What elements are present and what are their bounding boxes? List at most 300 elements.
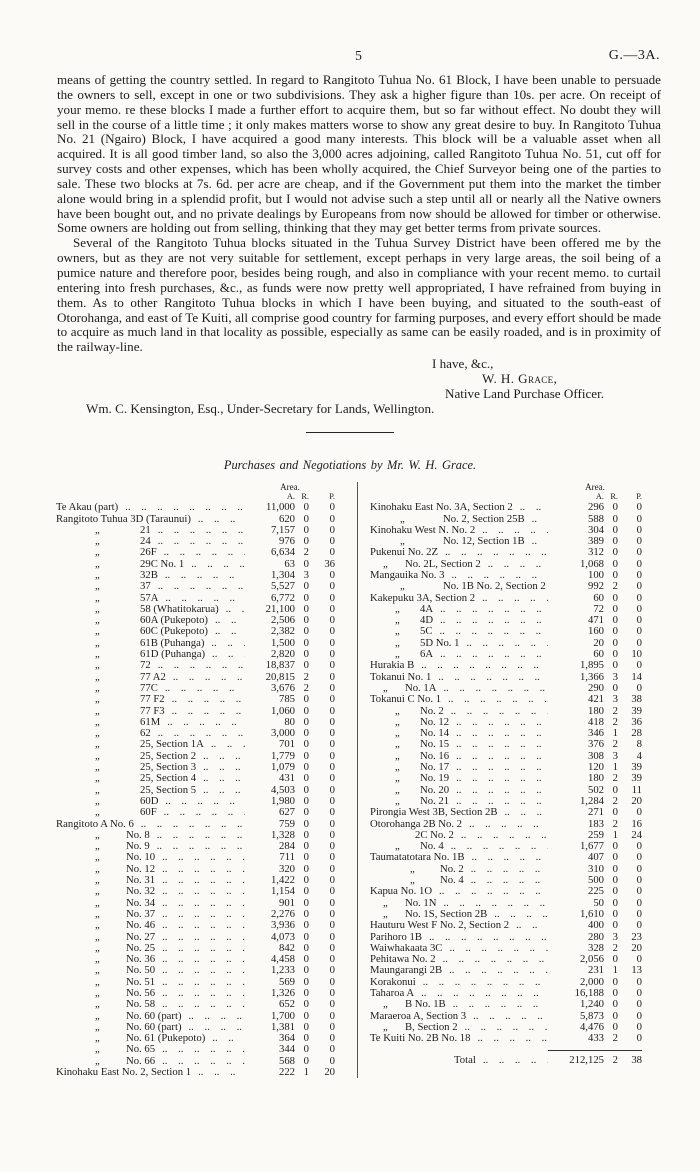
block-name-cell bbox=[370, 819, 548, 830]
table-column-left bbox=[56, 482, 358, 1078]
acres-cell: 992 bbox=[587, 580, 604, 593]
ditto-mark: „ bbox=[95, 1021, 100, 1033]
blank-cell bbox=[56, 492, 245, 502]
block-name: Hurakia B bbox=[370, 660, 415, 672]
roods-cell: 0 bbox=[303, 772, 309, 785]
total-acres: 212,125 bbox=[569, 1054, 604, 1067]
roods-cell: 0 bbox=[303, 591, 309, 604]
block-name: No. 17 bbox=[420, 762, 450, 774]
roods-cell: 0 bbox=[303, 1009, 309, 1022]
perches-cell: 8 bbox=[636, 738, 642, 751]
dot-leader bbox=[436, 954, 548, 965]
dot-leader bbox=[449, 785, 548, 796]
perches-cell: 36 bbox=[324, 557, 335, 570]
perches-cell: 0 bbox=[636, 501, 642, 514]
ditto-mark: „ bbox=[95, 920, 100, 932]
block-name-cell bbox=[56, 626, 245, 637]
dot-leader bbox=[204, 638, 245, 649]
acres-cell: 160 bbox=[587, 625, 604, 638]
roods-cell: 0 bbox=[612, 862, 618, 875]
block-name: No. 14 bbox=[420, 728, 450, 740]
roods-cell: 1 bbox=[612, 761, 618, 774]
acres-cell: 296 bbox=[587, 501, 604, 514]
block-name: 60F bbox=[140, 807, 157, 819]
block-name: 32B bbox=[140, 570, 158, 581]
total-rule-row bbox=[370, 1044, 642, 1051]
table-columns bbox=[56, 482, 660, 1078]
perches-cell: 0 bbox=[636, 874, 642, 887]
roods-cell: 0 bbox=[303, 896, 309, 909]
roods-cell: 0 bbox=[612, 546, 618, 559]
acres-cell: 1,079 bbox=[270, 761, 295, 774]
perches-cell: 0 bbox=[329, 501, 335, 514]
ditto-mark: „ bbox=[95, 728, 100, 740]
roods-cell: 2 bbox=[612, 1032, 618, 1045]
ditto-mark: „ bbox=[95, 716, 100, 728]
perches-cell: 0 bbox=[329, 930, 335, 943]
acres-cell: 1,381 bbox=[270, 1020, 295, 1033]
acres-cell: 6,772 bbox=[270, 591, 295, 604]
roods-cell: 3 bbox=[612, 930, 618, 943]
perches-cell: 0 bbox=[329, 1020, 335, 1033]
perches-cell: 0 bbox=[329, 648, 335, 661]
roods-cell: 0 bbox=[612, 591, 618, 604]
roods-cell: 0 bbox=[612, 1020, 618, 1033]
dot-leader bbox=[160, 717, 245, 728]
block-name: 4D bbox=[420, 615, 434, 627]
block-name-cell bbox=[370, 762, 548, 773]
ditto-mark: „ bbox=[95, 784, 100, 796]
table-row bbox=[56, 999, 335, 1010]
perches-cell: 0 bbox=[329, 817, 335, 830]
roods-cell: 0 bbox=[612, 501, 618, 514]
block-name-cell bbox=[370, 502, 548, 513]
roods-cell: 0 bbox=[612, 535, 618, 548]
perches-cell: 0 bbox=[636, 1020, 642, 1033]
acres-cell: 711 bbox=[279, 851, 295, 864]
ditto-mark: „ bbox=[95, 705, 100, 717]
acres-cell: 2,382 bbox=[270, 625, 295, 638]
roods-cell: 0 bbox=[303, 840, 309, 853]
block-name-cell bbox=[56, 739, 245, 750]
signature-title: Native Land Purchase Officer. bbox=[445, 385, 605, 401]
ditto-mark: „ bbox=[95, 863, 100, 875]
ditto-mark: „ bbox=[95, 558, 100, 570]
dot-leader bbox=[204, 739, 245, 750]
ditto-mark: „ bbox=[395, 773, 400, 785]
page-number: 5 bbox=[355, 48, 362, 63]
block-name: 25, Section 3 bbox=[140, 762, 197, 774]
acres-cell: 18,837 bbox=[265, 659, 295, 672]
roods-cell: 2 bbox=[303, 670, 309, 683]
perches-cell: 0 bbox=[636, 614, 642, 627]
block-name: Kinohaku West N. No. 2 bbox=[370, 524, 476, 536]
perches-cell: 0 bbox=[636, 1032, 642, 1045]
perches-cell: 0 bbox=[329, 794, 335, 807]
block-name: 77 A2 bbox=[140, 671, 166, 683]
block-name: No. 37 bbox=[126, 908, 156, 920]
acres-cell: 1,240 bbox=[579, 998, 604, 1011]
ditto-mark: „ bbox=[410, 863, 415, 875]
roods-cell: 0 bbox=[303, 953, 309, 966]
dot-leader bbox=[432, 626, 548, 637]
block-name-cell bbox=[56, 649, 245, 660]
block-name: Kakepuku 3A, Section 2 bbox=[370, 592, 476, 604]
perches-cell: 0 bbox=[329, 591, 335, 604]
acres-cell: 407 bbox=[587, 851, 604, 864]
table-row bbox=[370, 547, 642, 558]
ditto-mark: „ bbox=[395, 784, 400, 796]
roods-cell: 0 bbox=[612, 783, 618, 796]
dot-leader bbox=[155, 920, 245, 931]
block-name: Pukenui No. 2Z bbox=[370, 547, 438, 559]
perches-cell: 0 bbox=[329, 896, 335, 909]
ditto-mark: „ bbox=[95, 524, 100, 536]
roods-cell: 0 bbox=[612, 523, 618, 536]
dot-leader bbox=[525, 536, 548, 547]
block-name-cell bbox=[370, 999, 548, 1010]
ditto-mark: „ bbox=[95, 908, 100, 920]
acres-cell: 284 bbox=[278, 840, 295, 853]
dot-leader bbox=[433, 615, 548, 626]
perches-cell: 24 bbox=[631, 828, 642, 841]
dot-leader bbox=[196, 762, 245, 773]
ditto-mark: „ bbox=[383, 999, 388, 1011]
block-name-cell bbox=[56, 717, 245, 728]
dot-leader bbox=[165, 706, 245, 717]
dot-leader bbox=[155, 943, 245, 954]
block-name: No. 25 bbox=[126, 942, 156, 954]
acres-cell: 1,068 bbox=[579, 557, 604, 570]
block-name: 77C bbox=[140, 682, 158, 694]
block-name: Kinohaku East No. 2, Section 1 bbox=[56, 1067, 192, 1079]
perches-cell: 11 bbox=[631, 783, 642, 796]
dot-leader bbox=[459, 638, 548, 649]
block-name-cell bbox=[370, 954, 548, 965]
ditto-mark: „ bbox=[95, 615, 100, 627]
block-name: No. 1A bbox=[405, 682, 437, 694]
acres-cell: 271 bbox=[587, 806, 604, 819]
acres-cell: 1,366 bbox=[579, 670, 604, 683]
area-header-label: Area. bbox=[280, 482, 300, 493]
dot-leader bbox=[155, 1044, 245, 1055]
ditto-mark: „ bbox=[95, 570, 100, 581]
ditto-mark: „ bbox=[95, 750, 100, 762]
acres-cell: 431 bbox=[278, 772, 295, 785]
perches-cell: 0 bbox=[329, 602, 335, 615]
acres-cell: 627 bbox=[278, 806, 295, 819]
ditto-mark: „ bbox=[95, 942, 100, 954]
acres-cell: 120 bbox=[587, 761, 604, 774]
perches-cell: 14 bbox=[631, 670, 642, 683]
roods-cell: 0 bbox=[612, 602, 618, 615]
acres-cell: 1,328 bbox=[270, 828, 295, 841]
table-row bbox=[56, 694, 335, 705]
block-name: No. 16 bbox=[420, 750, 450, 762]
perches-cell: 0 bbox=[329, 681, 335, 694]
dot-leader bbox=[196, 785, 245, 796]
dot-leader bbox=[449, 796, 548, 807]
acres-cell: 231 bbox=[587, 964, 604, 977]
perches-cell: 0 bbox=[329, 749, 335, 762]
roods-cell: 0 bbox=[612, 681, 618, 694]
ditto-mark: „ bbox=[395, 603, 400, 615]
perches-cell: 0 bbox=[636, 806, 642, 819]
unit-header-perches: P. bbox=[636, 492, 642, 502]
perches-cell: 0 bbox=[636, 986, 642, 999]
ditto-mark: „ bbox=[95, 660, 100, 672]
unit-header-roods: R. bbox=[610, 492, 618, 502]
dot-leader bbox=[155, 932, 245, 943]
roods-cell: 0 bbox=[303, 727, 309, 740]
block-name: 25, Section 5 bbox=[140, 784, 197, 796]
acres-cell: 568 bbox=[278, 1054, 295, 1067]
block-name-cell bbox=[370, 988, 548, 999]
roods-cell: 0 bbox=[612, 512, 618, 525]
block-name-cell bbox=[56, 751, 245, 762]
dot-leader bbox=[155, 864, 245, 875]
table-row bbox=[370, 807, 642, 818]
ditto-mark: „ bbox=[95, 1033, 100, 1045]
roods-cell: 0 bbox=[303, 625, 309, 638]
perches-cell: 0 bbox=[636, 591, 642, 604]
ditto-mark: „ bbox=[95, 976, 100, 988]
roods-cell: 0 bbox=[612, 885, 618, 898]
block-name-cell bbox=[370, 739, 548, 750]
block-name-cell bbox=[56, 604, 245, 615]
perches-cell: 0 bbox=[636, 580, 642, 593]
dot-leader bbox=[151, 536, 245, 547]
block-name-cell bbox=[370, 626, 548, 637]
block-name-cell bbox=[370, 965, 548, 976]
block-name: No. 51 bbox=[126, 976, 156, 988]
acres-cell: 5,873 bbox=[579, 1009, 604, 1022]
block-name: No. 66 bbox=[126, 1055, 156, 1067]
acres-cell: 183 bbox=[587, 817, 604, 830]
block-name-cell bbox=[370, 977, 548, 988]
acres-cell: 1,154 bbox=[270, 885, 295, 898]
ditto-mark: „ bbox=[95, 1010, 100, 1022]
block-name: No. 31 bbox=[126, 875, 156, 887]
ditto-mark: „ bbox=[95, 626, 100, 638]
perches-cell: 0 bbox=[329, 738, 335, 751]
dot-leader bbox=[157, 807, 245, 818]
perches-cell: 13 bbox=[631, 964, 642, 977]
acres-cell: 759 bbox=[278, 817, 295, 830]
ditto-mark: „ bbox=[383, 682, 388, 694]
block-name: Rangitoto A No. 6 bbox=[56, 818, 134, 830]
perches-cell: 4 bbox=[636, 749, 642, 762]
dot-leader bbox=[416, 977, 548, 988]
block-name: 24 bbox=[140, 536, 151, 548]
roods-cell: 0 bbox=[303, 1020, 309, 1033]
ditto-mark: „ bbox=[95, 829, 100, 841]
roods-cell: 1 bbox=[612, 828, 618, 841]
block-name-cell bbox=[56, 502, 245, 513]
ditto-mark: „ bbox=[395, 762, 400, 774]
table-row bbox=[56, 502, 335, 513]
ditto-mark: „ bbox=[95, 841, 100, 853]
block-name-cell bbox=[370, 683, 548, 694]
acres-cell: 471 bbox=[587, 614, 604, 627]
block-name: No. 27 bbox=[126, 931, 156, 943]
dot-leader bbox=[155, 999, 245, 1010]
block-name-cell bbox=[56, 886, 245, 897]
dot-leader bbox=[436, 898, 548, 909]
page-header bbox=[57, 48, 660, 65]
block-name: Korakonui bbox=[370, 976, 416, 988]
acres-cell: 6,634 bbox=[270, 546, 295, 559]
acres-cell: 20 bbox=[593, 636, 604, 649]
perches-cell: 0 bbox=[636, 535, 642, 548]
blank-cell bbox=[370, 492, 548, 502]
acres-cell: 1,060 bbox=[270, 704, 295, 717]
ditto-mark: „ bbox=[95, 682, 100, 694]
perches-cell: 0 bbox=[329, 546, 335, 559]
block-name-cell bbox=[56, 773, 245, 784]
block-name-cell bbox=[56, 547, 245, 558]
doc-reference: G.—3A. bbox=[608, 48, 660, 63]
roods-cell: 2 bbox=[612, 772, 618, 785]
dot-leader bbox=[414, 660, 548, 671]
acres-cell: 1,304 bbox=[270, 569, 295, 581]
block-name: No. 10 bbox=[126, 852, 156, 864]
block-name: 21 bbox=[140, 524, 151, 536]
ditto-mark: „ bbox=[95, 649, 100, 661]
dot-leader bbox=[151, 581, 245, 592]
block-name: 4A bbox=[420, 603, 434, 615]
block-name: No. 46 bbox=[126, 920, 156, 932]
roods-cell: 0 bbox=[303, 1043, 309, 1056]
ditto-mark: „ bbox=[383, 558, 388, 570]
acres-cell: 1,980 bbox=[270, 794, 295, 807]
block-name-cell bbox=[370, 706, 548, 717]
dot-leader bbox=[208, 626, 245, 637]
roods-cell: 3 bbox=[303, 569, 309, 581]
perches-cell: 0 bbox=[329, 1009, 335, 1022]
roods-cell: 0 bbox=[303, 602, 309, 615]
roods-cell: 0 bbox=[612, 569, 618, 581]
perches-cell: 0 bbox=[636, 998, 642, 1011]
ditto-mark: „ bbox=[395, 626, 400, 638]
ditto-mark: „ bbox=[95, 592, 100, 604]
acres-cell: 328 bbox=[587, 941, 604, 954]
perches-cell: 28 bbox=[631, 727, 642, 740]
acres-cell: 21,100 bbox=[265, 602, 295, 615]
block-name-cell bbox=[56, 898, 245, 909]
block-name: Taumatatotara No. 1B bbox=[370, 852, 465, 864]
dot-leader bbox=[205, 649, 245, 660]
perches-cell: 0 bbox=[329, 862, 335, 875]
block-name: 77 F3 bbox=[140, 705, 165, 717]
block-name: No. 1N bbox=[405, 897, 437, 909]
dot-leader bbox=[475, 525, 548, 536]
perches-cell: 0 bbox=[636, 953, 642, 966]
block-name-cell bbox=[56, 581, 245, 592]
ditto-mark: „ bbox=[95, 875, 100, 887]
perches-cell: 0 bbox=[329, 512, 335, 525]
table-row bbox=[370, 999, 642, 1010]
block-name: 60A (Pukepoto) bbox=[140, 615, 208, 627]
ditto-mark: „ bbox=[395, 705, 400, 717]
ditto-mark: „ bbox=[95, 1055, 100, 1067]
acres-cell: 418 bbox=[587, 715, 604, 728]
dot-leader bbox=[498, 807, 549, 818]
acres-cell: 1,700 bbox=[270, 1009, 295, 1022]
acres-cell: 180 bbox=[587, 772, 604, 785]
block-name: Tokanui C No. 1 bbox=[370, 694, 442, 706]
block-name: 5D No. 1 bbox=[420, 637, 460, 649]
dot-leader bbox=[422, 932, 548, 943]
dot-leader bbox=[431, 672, 548, 683]
block-name-cell bbox=[370, 773, 548, 784]
block-name-cell bbox=[56, 875, 245, 886]
perches-cell: 0 bbox=[329, 975, 335, 988]
roods-cell: 2 bbox=[612, 580, 618, 593]
roods-cell: 0 bbox=[303, 693, 309, 706]
total-row bbox=[370, 1055, 642, 1066]
block-name: No. 20 bbox=[420, 784, 450, 796]
acres-cell: 20,815 bbox=[265, 670, 295, 683]
dot-leader bbox=[182, 1011, 246, 1022]
block-name: Waiwhakaata 3C bbox=[370, 942, 443, 954]
ditto-mark: „ bbox=[95, 807, 100, 819]
dot-leader bbox=[525, 514, 548, 525]
roods-cell: 0 bbox=[303, 998, 309, 1011]
roods-cell: 0 bbox=[612, 557, 618, 570]
perches-cell: 0 bbox=[636, 919, 642, 932]
acres-cell: 72 bbox=[593, 602, 604, 615]
roods-cell: 0 bbox=[303, 636, 309, 649]
block-name: 61B (Puhanga) bbox=[140, 637, 205, 649]
table-row bbox=[56, 581, 335, 592]
block-name-cell bbox=[56, 514, 245, 525]
block-name: Te Akau (part) bbox=[56, 502, 119, 514]
roods-cell: 2 bbox=[612, 941, 618, 954]
dot-leader bbox=[155, 909, 245, 920]
block-name: 58 (Whatitokarua) bbox=[140, 603, 219, 615]
block-name-cell bbox=[370, 751, 548, 762]
block-name: 29C No. 1 bbox=[140, 558, 185, 570]
roods-cell: 0 bbox=[303, 851, 309, 864]
block-name-cell bbox=[56, 988, 245, 999]
acres-cell: 1,610 bbox=[579, 907, 604, 920]
ditto-mark: „ bbox=[395, 615, 400, 627]
ditto-mark: „ bbox=[95, 637, 100, 649]
acres-cell: 7,157 bbox=[270, 523, 295, 536]
block-name-cell bbox=[56, 977, 245, 988]
ditto-mark: „ bbox=[395, 716, 400, 728]
block-name-cell bbox=[370, 649, 548, 660]
perches-cell: 0 bbox=[329, 727, 335, 740]
table-row bbox=[370, 694, 642, 705]
roods-cell: 0 bbox=[612, 975, 618, 988]
block-name-cell bbox=[370, 830, 548, 841]
block-name-cell bbox=[56, 1067, 245, 1078]
roods-cell: 3 bbox=[612, 693, 618, 706]
acres-cell: 1,422 bbox=[270, 874, 295, 887]
ditto-mark: „ bbox=[95, 694, 100, 706]
acres-cell: 5,527 bbox=[270, 580, 295, 593]
block-name-cell bbox=[370, 593, 548, 604]
perches-cell: 23 bbox=[631, 930, 642, 943]
block-name-cell bbox=[370, 852, 548, 863]
dot-leader bbox=[441, 694, 548, 705]
acres-cell: 569 bbox=[278, 975, 295, 988]
block-name: Tokanui No. 1 bbox=[370, 671, 432, 683]
ditto-mark: „ bbox=[95, 762, 100, 774]
acres-cell: 976 bbox=[278, 535, 295, 548]
